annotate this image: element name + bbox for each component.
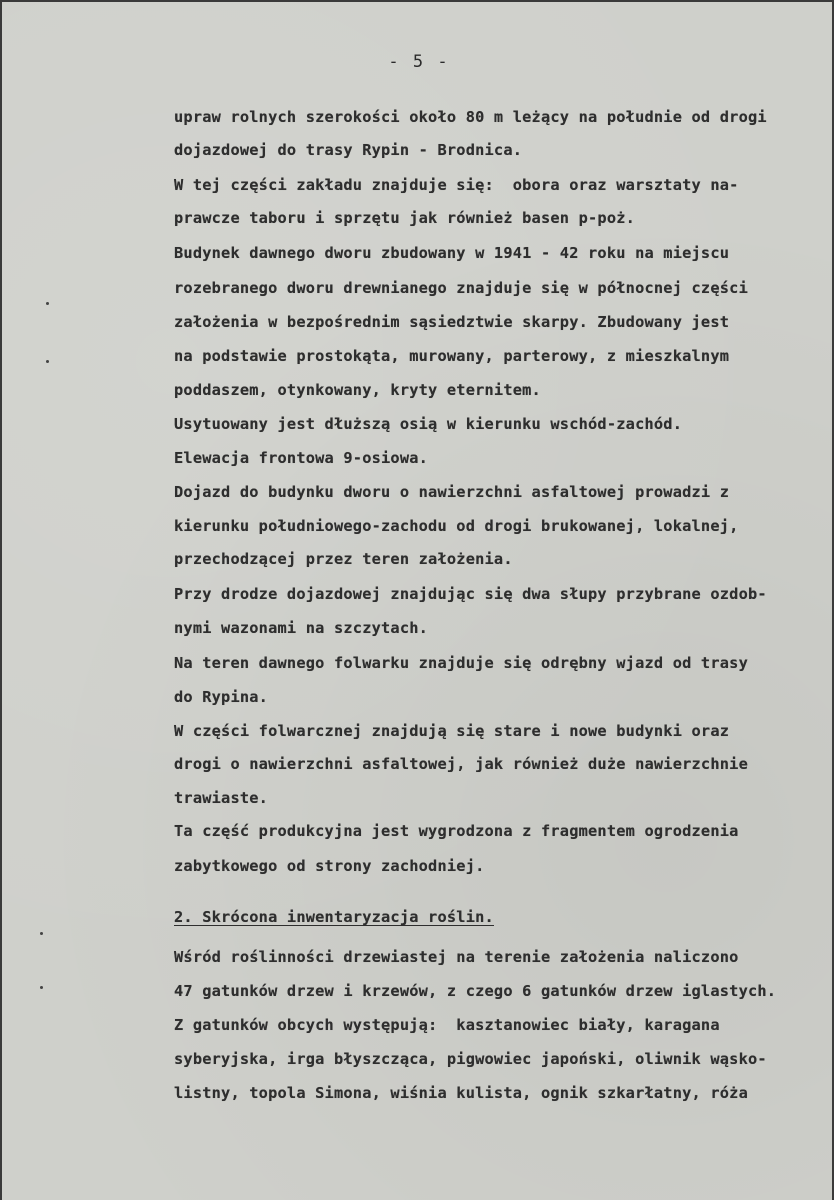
text-line: kierunku południowego-zachodu od drogi brukowanej, lokalnej, (174, 517, 739, 535)
text-line: do Rypina. (174, 688, 269, 706)
margin-speck (40, 932, 43, 935)
text-line: 47 gatunków drzew i krzewów, z czego 6 gatunków drzew iglastych. (174, 982, 777, 1000)
text-line: Budynek dawnego dworu zbudowany w 1941 - 42 roku na miejscu (174, 244, 730, 262)
text-line: Na teren dawnego folwarku znajduje się odrębny wjazd od trasy (174, 654, 748, 672)
text-line: Z gatunków obcych występują: kasztanowiec biały, karagana (174, 1016, 720, 1034)
section-heading: 2. Skrócona inwentaryzacja roślin. (174, 908, 494, 926)
text-line: dojazdowej do trasy Rypin - Brodnica. (174, 141, 523, 159)
text-line: Wśród roślinności drzewiastej na terenie założenia naliczono (174, 948, 739, 966)
text-line: syberyjska, irga błyszcząca, pigwowiec japoński, oliwnik wąsko- (174, 1050, 767, 1068)
text-line: Ta część produkcyjna jest wygrodzona z fragmentem ogrodzenia (174, 822, 739, 840)
text-line: założenia w bezpośrednim sąsiedztwie skarpy. Zbudowany jest (174, 313, 730, 331)
text-line: poddaszem, otynkowany, kryty eternitem. (174, 381, 541, 399)
margin-speck (40, 986, 43, 989)
text-line: prawcze taboru i sprzętu jak również basen p-poż. (174, 209, 636, 227)
text-line: listny, topola Simona, wiśnia kulista, ognik szkarłatny, róża (174, 1084, 748, 1102)
page-number: - 5 - (388, 52, 450, 72)
text-line: na podstawie prostokąta, murowany, parterowy, z mieszkalnym (174, 347, 730, 365)
text-line: trawiaste. (174, 789, 269, 807)
text-line: rozebranego dworu drewnianego znajduje się w północnej części (174, 279, 748, 297)
margin-speck (46, 360, 49, 363)
margin-speck (46, 302, 49, 305)
text-line: Usytuowany jest dłuższą osią w kierunku wschód-zachód. (174, 415, 683, 433)
text-line: zabytkowego od strony zachodniej. (174, 857, 485, 875)
text-line: Elewacja frontowa 9-osiowa. (174, 449, 429, 467)
text-line: przechodzącej przez teren założenia. (174, 550, 513, 568)
text-line: Przy drodze dojazdowej znajdując się dwa słupy przybrane ozdob- (174, 585, 767, 603)
text-line: nymi wazonami na szczytach. (174, 619, 429, 637)
text-line: Dojazd do budynku dworu o nawierzchni asfaltowej prowadzi z (174, 483, 730, 501)
text-line: drogi o nawierzchni asfaltowej, jak również duże nawierzchnie (174, 755, 748, 773)
text-line: W tej części zakładu znajduje się: obora oraz warsztaty na- (174, 176, 739, 194)
text-line: W części folwarcznej znajdują się stare i nowe budynki oraz (174, 722, 730, 740)
text-line: upraw rolnych szerokości około 80 m leżący na południe od drogi (174, 108, 767, 126)
